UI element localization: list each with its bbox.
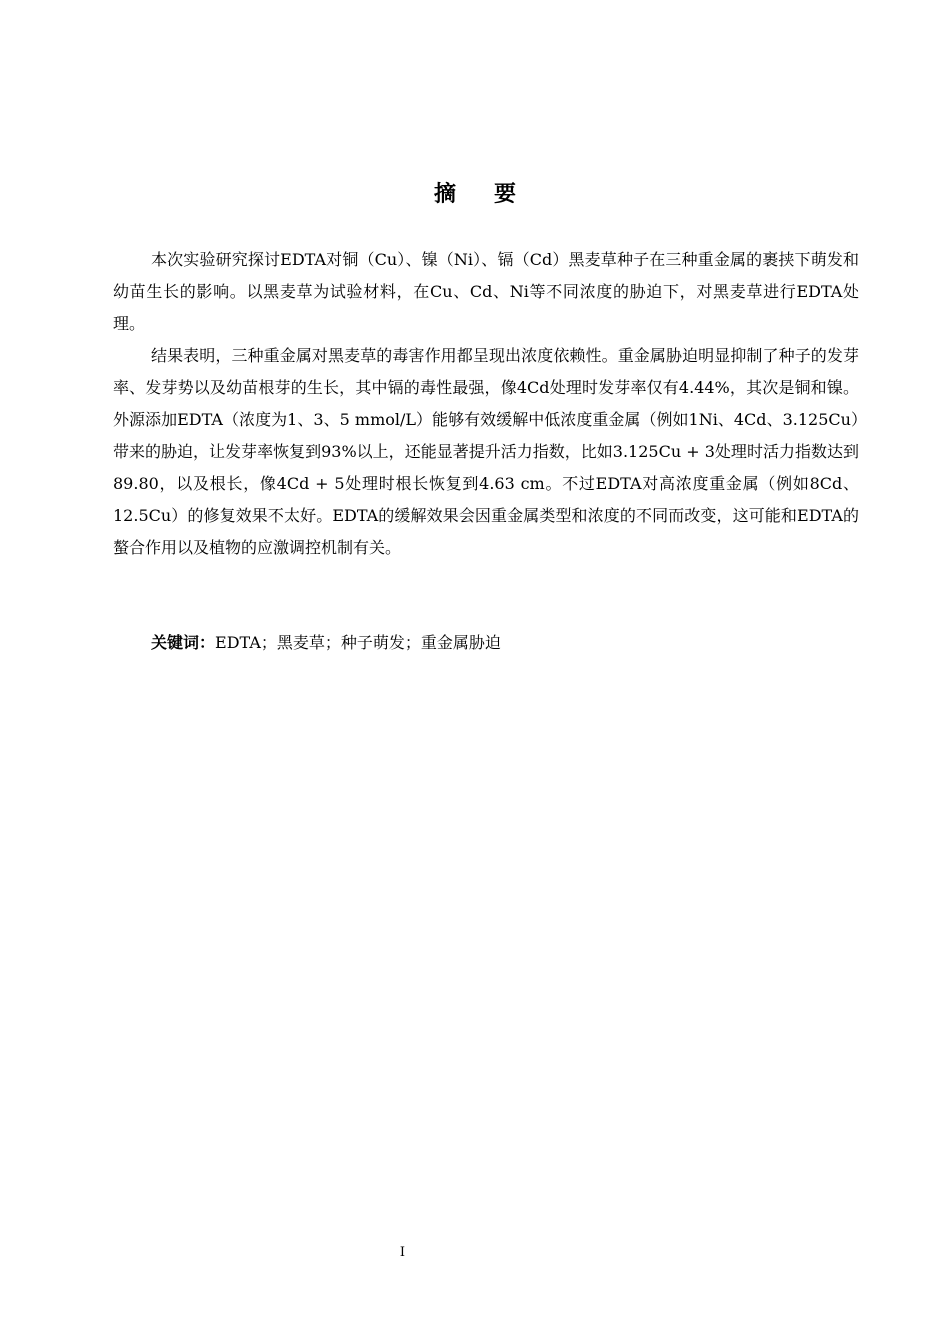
abstract-title-char-1: 摘 xyxy=(433,182,456,207)
abstract-body xyxy=(113,244,859,564)
keywords-value: EDTA；黑麦草；种子萌发；重金属胁迫 xyxy=(215,633,501,652)
abstract-paragraph-2: 结果表明，三种重金属对黑麦草的毒害作用都呈现出浓度依赖性。重金属胁迫明显抑制了种子的发芽率、发芽势以及幼苗根芽的生长，其中镉的毒性最强，像4Cd处理时发芽率仅有4.44%，其次是铜和镍。外源添加EDTA（浓度为1、3、5 mmol/L）能够有效缓解中低浓度重金属（例如1Ni、4Cd、3.125Cu）带来的胁迫，让发芽率恢复到93%以上，还能显著提升活力指数，比如3.125Cu + 3处理时活力指数达到89.80，以及根长，像4Cd + 5处理时根长恢复到4.63 cm。不过EDTA对高浓度重金属（例如8Cd、12.5Cu）的修复效果不太好。EDTA的缓解效果会因重金属类型和浓度的不同而改变，这可能和EDTA的螯合作用以及植物的应激调控机制有关。 xyxy=(113,346,859,557)
abstract-paragraph-1: 本次实验研究探讨EDTA对铜（Cu）、镍（Ni）、镉（Cd）黑麦草种子在三种重金属的裹挟下萌发和幼苗生长的影响。以黑麦草为试验材料，在Cu、Cd、Ni等不同浓度的胁迫下，对黑麦草进行EDTA处理。 xyxy=(113,250,859,333)
page-number: I xyxy=(399,1245,406,1260)
abstract-title xyxy=(0,180,950,210)
keywords-label: 关键词： xyxy=(151,633,216,652)
keywords-line xyxy=(151,627,501,659)
abstract-title-char-2: 要 xyxy=(494,182,517,207)
